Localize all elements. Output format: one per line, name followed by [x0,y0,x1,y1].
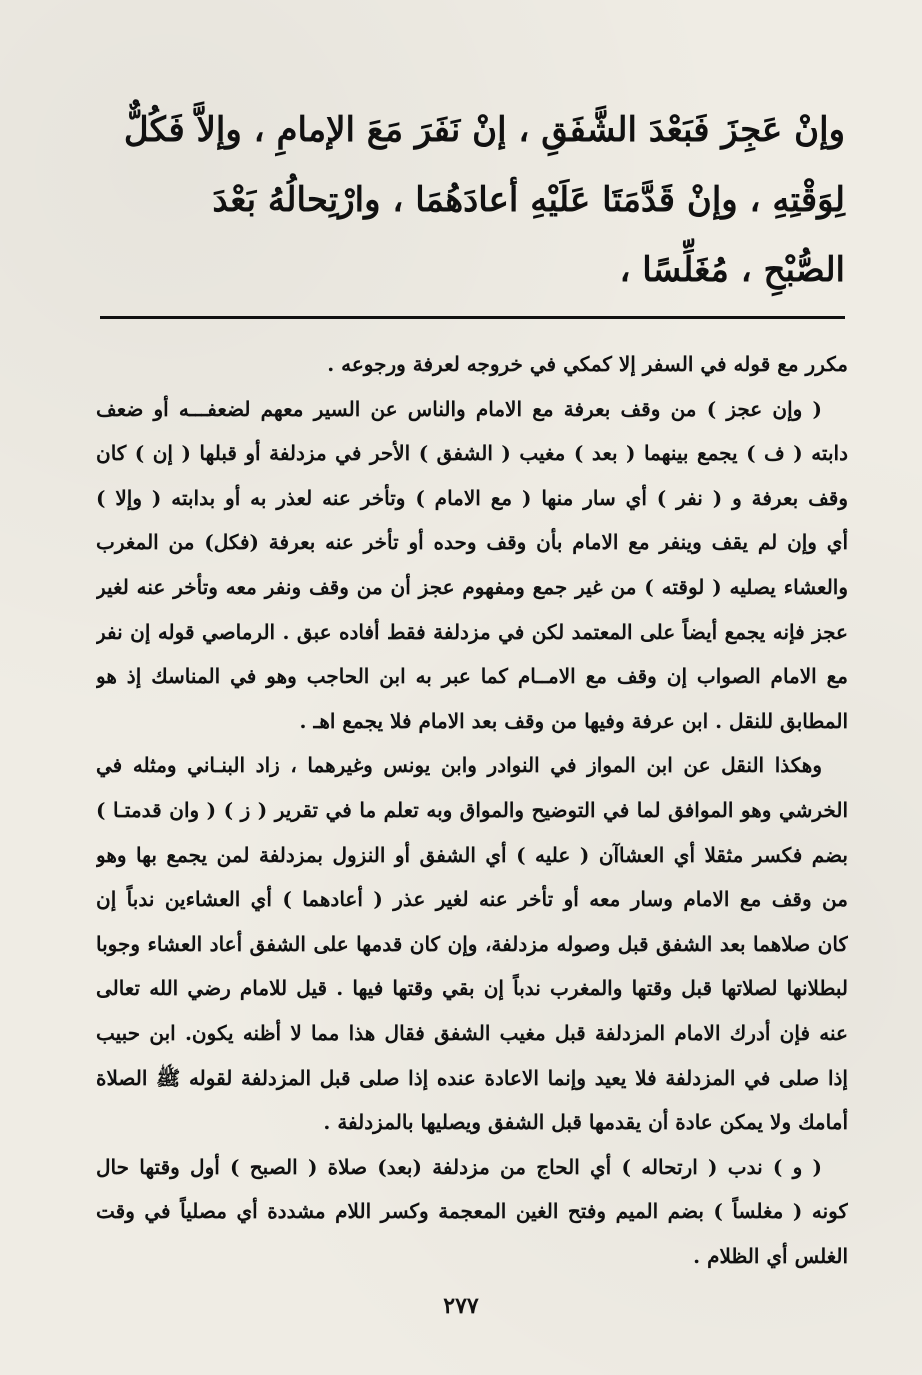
commentary-line: عجز فإنه يجمع أيضاً على المعتمد لكن في مزدلفة فقط أفاده عبق . الرماصي قوله إن نفر [96,619,848,644]
commentary-line: المطابق للنقل . ابن عرفة وفيها من وقف بعد الامام فلا يجمع اهـ . [299,708,848,733]
commentary-line: ( وإن عجز ) من وقف بعرفة مع الامام والناس عن السير معهم لضعفـــه أو ضعف [96,396,822,421]
commentary-line: إذا صلى في المزدلفة فلا يعيد وإنما الاعادة عنده إذا صلى قبل المزدلفة لقوله ﷺ الصلاة [96,1065,848,1090]
commentary-line: وقف بعرفة و ( نفر ) أي سار منها ( مع الامام ) وتأخر عنه لعذر به أو بدابته ( وإلا ) [96,485,848,510]
commentary-line: كان صلاهما بعد الشفق قبل وصوله مزدلفة، وإن كان قدمها على الشفق أعاد العشاء وجوبا [96,931,848,956]
main-text-line: الصُّبْحِ ، مُغَلِّسًا ، [619,250,845,290]
page-number: ٢٧٧ [443,1293,479,1319]
commentary-line: من وقف مع الامام وسار معه أو تأخر عنه لغير عذر ( أعادهما ) أي العشاءين ندباً إن [96,887,848,912]
commentary-block [96,342,848,1278]
commentary-line: كونه ( مغلساً ) بضم الميم وفتح الغين المعجمة وكسر اللام مشددة أي مصلياً في وقت [96,1199,848,1224]
commentary-line: أمامك ولا يمكن عادة أن يقدمها قبل الشفق ويصليها بالمزدلفة . [323,1110,848,1135]
commentary-line: أي وإن لم يقف وينفر مع الامام بأن وقف وحده أو تأخر عنه بعرفة (فكل) من المغرب [96,530,848,555]
commentary-line: دابته ( ف ) يجمع بينهما ( بعد ) مغيب ( الشفق ) الأحر في مزدلفة أو قبلها ( إن ) كان [96,441,848,466]
commentary-line: وهكذا النقل عن ابن المواز في النوادر وابن يونس وغيرهما ، زاد البنـاني ومثله في [96,753,822,778]
main-text-line: وإنْ عَجِزَ فَبَعْدَ الشَّفَقِ ، إنْ نَفَرَ مَعَ الإمامِ ، وإلاَّ فَكُلٌّ [123,110,845,150]
commentary-line: لبطلانها لصلاتها قبل وقتها والمغرب ندباً إن بقي وقتها فيها . قيل للامام رضي الله تعالى [96,976,848,1001]
commentary-line: عنه فإن أدرك الامام المزدلفة قبل مغيب الشفق فقال هذا مما لا أظنه يكون. ابن حبيب [96,1020,848,1045]
commentary-line: بضم فكسر مثقلا أي العشاآن ( عليه ) أي الشفق أو النزول بمزدلفة لمن يجمع بها وهو [96,842,848,867]
main-text-line: لِوَقْتِهِ ، وإنْ قَدَّمَتَا عَلَيْهِ أعادَهُمَا ، وارْتِحالُهُ بَعْدَ [212,180,845,220]
commentary-line: الغلس أي الظلام . [693,1243,848,1268]
commentary-line: والعشاء يصليه ( لوقته ) من غير جمع ومفهوم عجز أن من وقف ونفر معه وتأخر عنه لغير [96,574,848,599]
separator-rule [100,316,845,319]
commentary-line: مكرر مع قوله في السفر إلا كمكي في خروجه لعرفة ورجوعه . [327,352,848,376]
main-text-block [100,95,845,305]
commentary-line: مع الامام الصواب إن وقف مع الامــام كما عبر به ابن الحاجب وهو في المناسك إذ هو [96,664,848,689]
commentary-line: الخرشي وهو الموافق لما في التوضيح والمواق وبه تعلم ما في تقرير ( ز ) ( وان قدمتـا ) [96,797,848,822]
commentary-line: ( و ) ندب ( ارتحاله ) أي الحاج من مزدلفة (بعد) صلاة ( الصبح ) أول وقتها حال [96,1154,822,1179]
